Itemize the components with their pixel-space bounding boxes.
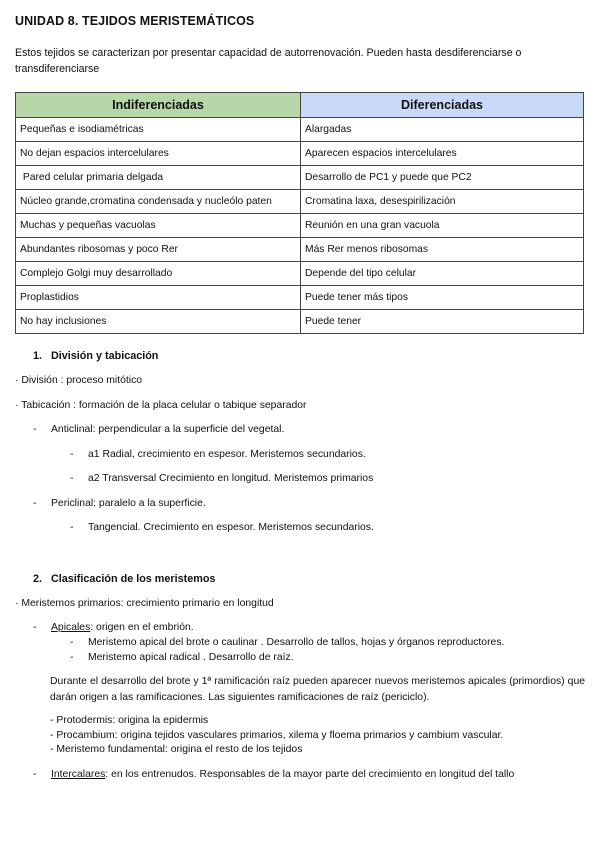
section2-title: Clasificación de los meristemos <box>51 573 216 585</box>
section2-heading <box>33 573 215 585</box>
protodermis-line: - Protodermis: origina la epidermis <box>50 715 209 726</box>
table-row <box>16 262 584 286</box>
table-row <box>16 238 584 262</box>
anticlinal-item <box>33 424 284 435</box>
intercalares-label: Intercalares <box>51 769 106 780</box>
procambium-line: - Procambium: origina tejidos vasculares primarios, xilema y floema primarios y cambium vascular. <box>50 730 504 741</box>
apical-brote-item <box>70 637 504 648</box>
table-cell: Reunión en una gran vacuola <box>301 214 584 238</box>
periclinal-text: Periclinal: paralelo a la superficie. <box>51 498 206 509</box>
intercalares-item <box>33 769 514 780</box>
bullet-dash: - <box>33 498 37 509</box>
table-cell: Más Rer menos ribosomas <box>301 238 584 262</box>
primarios-line: · Meristemos primarios: crecimiento primario en longitud <box>15 598 274 609</box>
page-title: UNIDAD 8. TEJIDOS MERISTEMÁTICOS <box>15 14 255 28</box>
apicales-label: Apicales <box>51 622 91 633</box>
a1-item <box>70 449 366 460</box>
apical-radical-text: Meristemo apical radical . Desarrollo de raíz. <box>88 652 294 663</box>
bullet-dash: - <box>70 522 74 533</box>
table-cell: Puede tener más tipos <box>301 286 584 310</box>
table-cell: Abundantes ribosomas y poco Rer <box>16 238 301 262</box>
bullet-dash: - <box>70 449 74 460</box>
header-indiferenciadas: Indiferenciadas <box>16 93 301 118</box>
apical-brote-text: Meristemo apical del brote o caulinar . Desarrollo de tallos, hojas y órganos reproductores. <box>88 637 505 648</box>
apical-radical-item <box>70 652 294 663</box>
section2-number: 2. <box>33 573 43 585</box>
bullet-dash: - <box>33 622 37 633</box>
apicales-item <box>33 622 194 633</box>
table-cell: Pequeñas e isodiamétricas <box>16 118 301 142</box>
bullet-dash: - <box>70 637 74 648</box>
table-cell: Alargadas <box>301 118 584 142</box>
table-row <box>16 142 584 166</box>
bullet-dash: - <box>70 473 74 484</box>
table-cell: No hay inclusiones <box>16 310 301 334</box>
table-cell: Aparecen espacios intercelulares <box>301 142 584 166</box>
intercalares-text: : en los entrenudos. Responsables de la mayor parte del crecimiento en longitud del tallo <box>105 769 515 780</box>
apicales-text: : origen en el embrión. <box>90 622 194 633</box>
bullet-dash: - <box>33 424 37 435</box>
table-header-row <box>16 93 584 118</box>
intro-paragraph: Estos tejidos se caracterizan por presentar capacidad de autorrenovación. Pueden hasta desdiferenciarse o transdiferenciarse <box>15 47 522 75</box>
table-cell: Cromatina laxa, desespirilización <box>301 190 584 214</box>
section1-number: 1. <box>33 350 43 362</box>
tabicacion-line: · Tabicación : formación de la placa celular o tabique separador <box>15 400 307 411</box>
a2-item <box>70 473 373 484</box>
a2-text: a2 Transversal Crecimiento en longitud. Meristemos primarios <box>88 473 374 484</box>
table-row <box>16 214 584 238</box>
header-diferenciadas: Diferenciadas <box>301 93 584 118</box>
anticlinal-text: Anticlinal: perpendicular a la superficie del vegetal. <box>51 424 285 435</box>
bullet-dash: - <box>70 652 74 663</box>
table-cell: Núcleo grande,cromatina condensada y nucleólo paten <box>16 190 301 214</box>
table-cell: Pared celular primaria delgada <box>16 166 301 190</box>
table-cell: Desarrollo de PC1 y puede que PC2 <box>301 166 584 190</box>
table-row <box>16 118 584 142</box>
section1-title: División y tabicación <box>51 350 159 362</box>
division-line: · División : proceso mitótico <box>15 375 143 386</box>
table-cell: No dejan espacios intercelulares <box>16 142 301 166</box>
durante-paragraph: Durante el desarrollo del brote y 1ª ramificación raíz pueden aparecer nuevos meristemos apicales (primordios) que darán origen a las ramificaciones. Las siguientes ramificaciones de raíz (periciclo). <box>50 676 585 703</box>
table-cell: Puede tener <box>301 310 584 334</box>
periclinal-item <box>33 498 206 509</box>
table-row <box>16 286 584 310</box>
tangencial-item <box>70 522 374 533</box>
table-row <box>16 310 584 334</box>
section1-heading <box>33 350 158 362</box>
table-row <box>16 190 584 214</box>
comparison-table <box>15 92 584 334</box>
tangencial-text: Tangencial. Crecimiento en espesor. Meristemos secundarios. <box>88 522 374 533</box>
fundamental-line: - Meristemo fundamental: origina el resto de los tejidos <box>50 744 303 755</box>
table-cell: Muchas y pequeñas vacuolas <box>16 214 301 238</box>
table-cell: Proplastidios <box>16 286 301 310</box>
table-cell: Depende del tipo celular <box>301 262 584 286</box>
a1-text: a1 Radial, crecimiento en espesor. Meristemos secundarios. <box>88 449 366 460</box>
table-cell: Complejo Golgi muy desarrollado <box>16 262 301 286</box>
bullet-dash: - <box>33 769 37 780</box>
table-row <box>16 166 584 190</box>
